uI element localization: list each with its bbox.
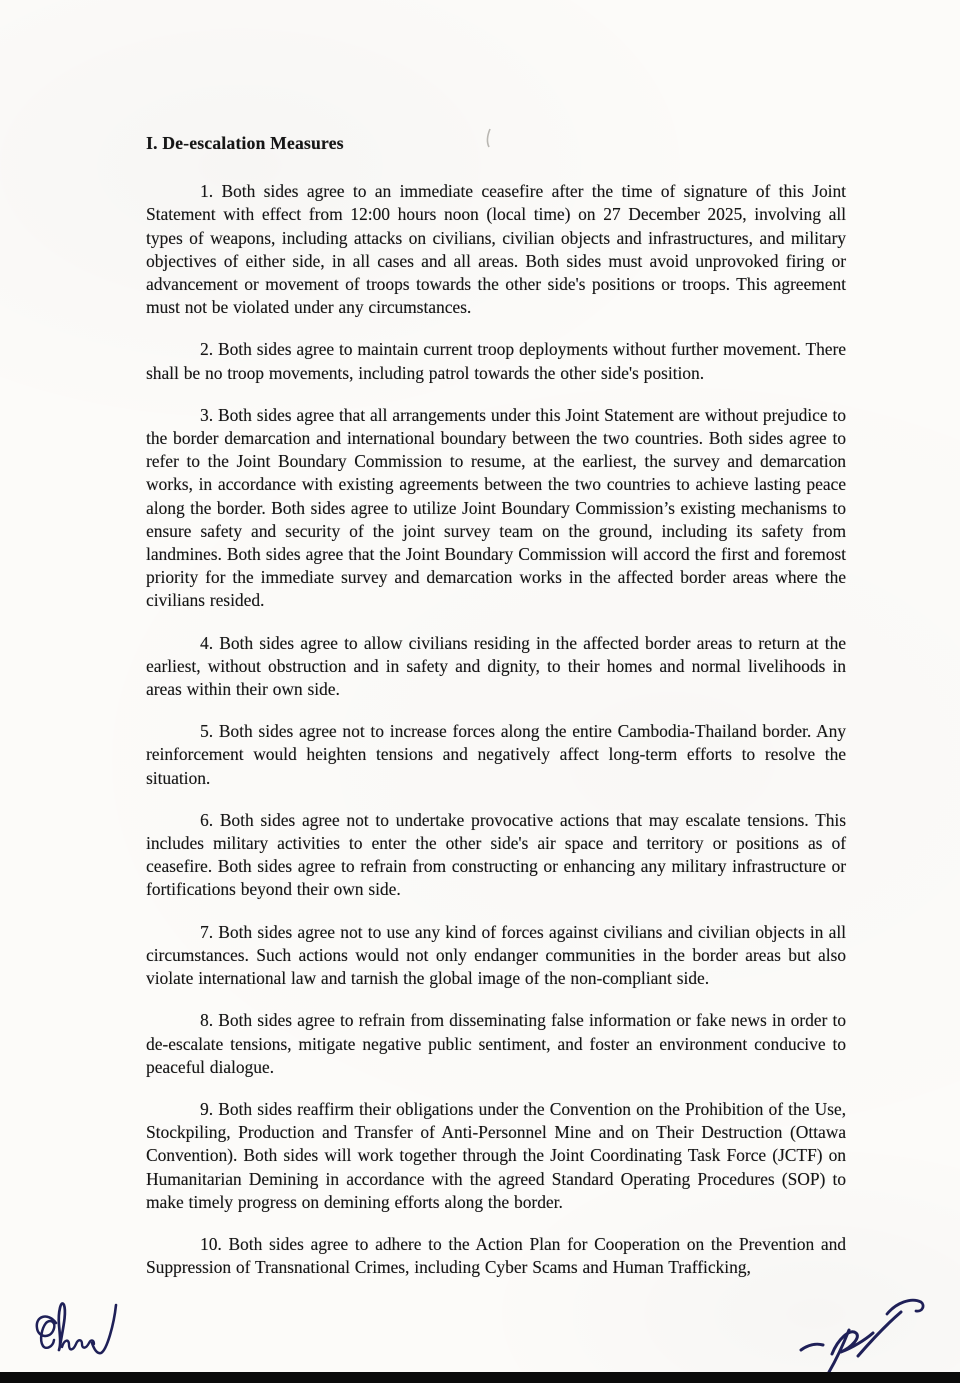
- paragraph-10: 10. Both sides agree to adhere to the Action Plan for Cooperation on the Prevention and Suppression of Transnational Crimes, including Cyber Scams and Human Trafficking,: [146, 1233, 846, 1278]
- scan-edge-bar: [0, 1372, 960, 1383]
- section-heading: I. De-escalation Measures: [146, 133, 344, 153]
- paragraph-1: 1. Both sides agree to an immediate ceasefire after the time of signature of this Joint Statement with effect from 12:00 hours noon (local time) on 27 December 2025, involving all types of weapons, including attacks on civilians, civilian objects and infrastructures, and military objectives of either side, in all cases and all areas. Both sides must avoid unprovoked firing or advancement or movement of troops towards the other side's positions or troops. This agreement must not be violated under any circumstances.: [146, 181, 846, 318]
- paragraph-4: 4. Both sides agree to allow civilians residing in the affected border areas to return at the earliest, without obstruction and in safety and dignity, to their homes and normal livelihoods in areas within their own side.: [146, 632, 846, 700]
- document-content: [146, 132, 846, 1298]
- paragraph-6: 6. Both sides agree not to undertake provocative actions that may escalate tensions. This includes military activities to enter the other side's air space and territory or positions as of ceasefire. Both sides agree to refrain from constructing or enhancing any military infrastructure or fortifications beyond their own side.: [146, 809, 846, 900]
- signature-left-ink: [26, 1289, 144, 1369]
- paragraph-7: 7. Both sides agree not to use any kind of forces against civilians and civilian objects in all circumstances. Such actions would not only endanger communities in the border areas but also violate international law and tarnish the global image of the non-compliant side.: [146, 921, 846, 989]
- document-body: [146, 180, 846, 1279]
- paragraph-2: 2. Both sides agree to maintain current troop deployments without further movement. There shall be no troop movements, including patrol towards the other side's position.: [146, 339, 846, 383]
- paragraph-3: 3. Both sides agree that all arrangements under this Joint Statement are without prejudice to the border demarcation and international boundary between the two countries. Both sides agree to refer to the Joint Boundary Commission to resume, at the earliest, the survey and demarcation works, in accordance with existing agreements between the two countries to achieve lasting peace along the border. Both sides agree to utilize Joint Boundary Commission’s existing mechanisms to ensure safety and security of the joint survey team on the ground, including its safety from landmines. Both sides agree that the Joint Boundary Commission will accord the first and foremost priority for the immediate survey and demarcation works in the affected border areas where the civilians resided.: [146, 404, 846, 611]
- paragraph-8: 8. Both sides agree to refrain from disseminating false information or fake news in order to de-escalate tensions, mitigate negative public sentiment, and foster an environment conducive to peaceful dialogue.: [146, 1010, 846, 1077]
- paragraph-5: 5. Both sides agree not to increase forces along the entire Cambodia-Thailand border. Any reinforcement would heighten tensions and negatively affect long-term efforts to resolve the situation.: [146, 721, 846, 788]
- signature-left: [26, 1289, 144, 1369]
- signature-right: [788, 1283, 950, 1379]
- paragraph-9: 9. Both sides reaffirm their obligations under the Convention on the Prohibition of the Use, Stockpiling, Production and Transfer of Anti-Personnel Mine and on Their Destruction (Ottawa Convention). Both sides will work together through the Joint Coordinating Task Force (JCTF) on Humanitarian Demining in accordance with the agreed Standard Operating Procedures (SOP) to make timely progress on demining efforts along the border.: [146, 1098, 846, 1212]
- signature-right-ink: [788, 1283, 950, 1379]
